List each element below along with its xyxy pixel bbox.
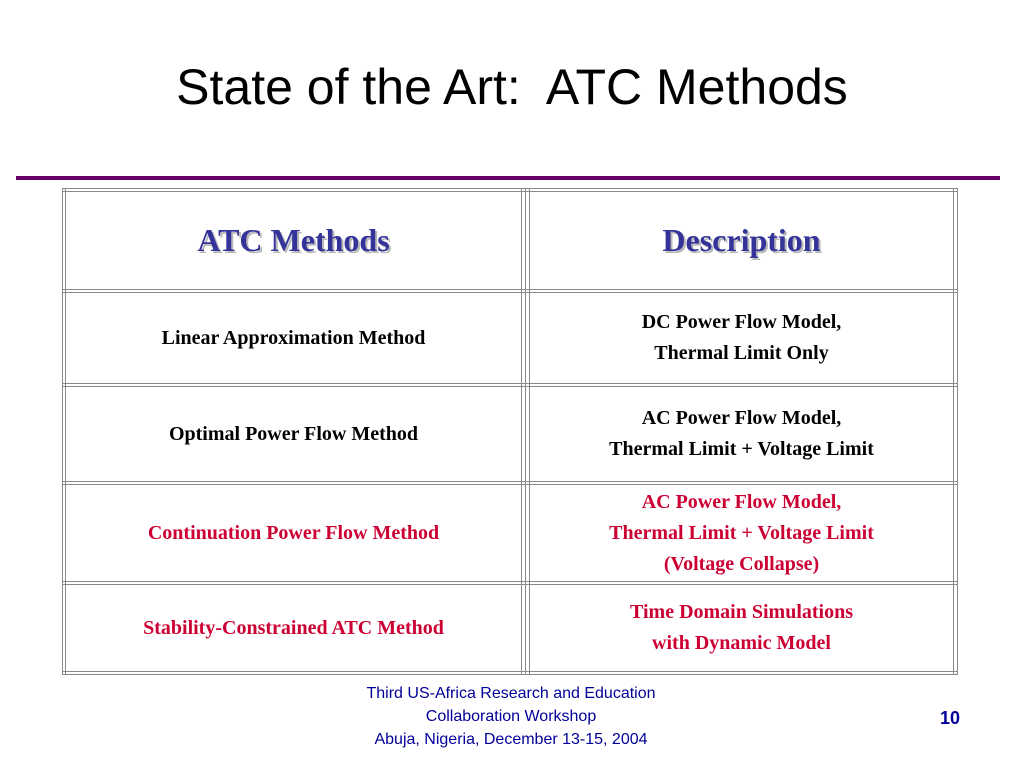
slide-footer xyxy=(300,682,722,751)
description-line: Time Domain Simulations xyxy=(630,601,853,623)
table-row-method: Optimal Power Flow Method xyxy=(168,422,419,445)
table-row-method: Stability-Constrained ATC Method xyxy=(143,616,444,639)
header-atc-methods: ATC Methods xyxy=(197,222,390,258)
description-line: AC Power Flow Model, xyxy=(641,490,842,513)
table-row-description xyxy=(530,485,953,581)
description-line: Thermal Limit + Voltage Limit xyxy=(609,521,874,544)
table-row-description xyxy=(530,387,953,481)
description-line: (Voltage Collapse) xyxy=(663,552,820,575)
header-description: Description xyxy=(662,222,821,258)
description-line: Thermal Limit + Voltage Limit xyxy=(609,438,874,460)
footer-line: Third US-Africa Research and Education xyxy=(366,685,656,702)
table-row-method: Continuation Power Flow Method xyxy=(147,521,440,544)
table-row-description xyxy=(530,585,953,671)
table-row-method: Linear Approximation Method xyxy=(161,326,426,349)
title-divider xyxy=(16,176,1000,180)
description-line: Thermal Limit Only xyxy=(654,342,829,364)
table-row-description xyxy=(530,293,953,383)
footer-line: Collaboration Workshop xyxy=(425,708,597,725)
page-number: 10 xyxy=(939,708,961,728)
slide-title: State of the Art: ATC Methods xyxy=(176,59,848,115)
description-line: with Dynamic Model xyxy=(652,632,831,654)
description-line: AC Power Flow Model, xyxy=(641,407,842,429)
footer-line: Abuja, Nigeria, December 13-15, 2004 xyxy=(374,731,648,748)
description-line: DC Power Flow Model, xyxy=(641,311,842,333)
atc-methods-table xyxy=(62,188,958,676)
